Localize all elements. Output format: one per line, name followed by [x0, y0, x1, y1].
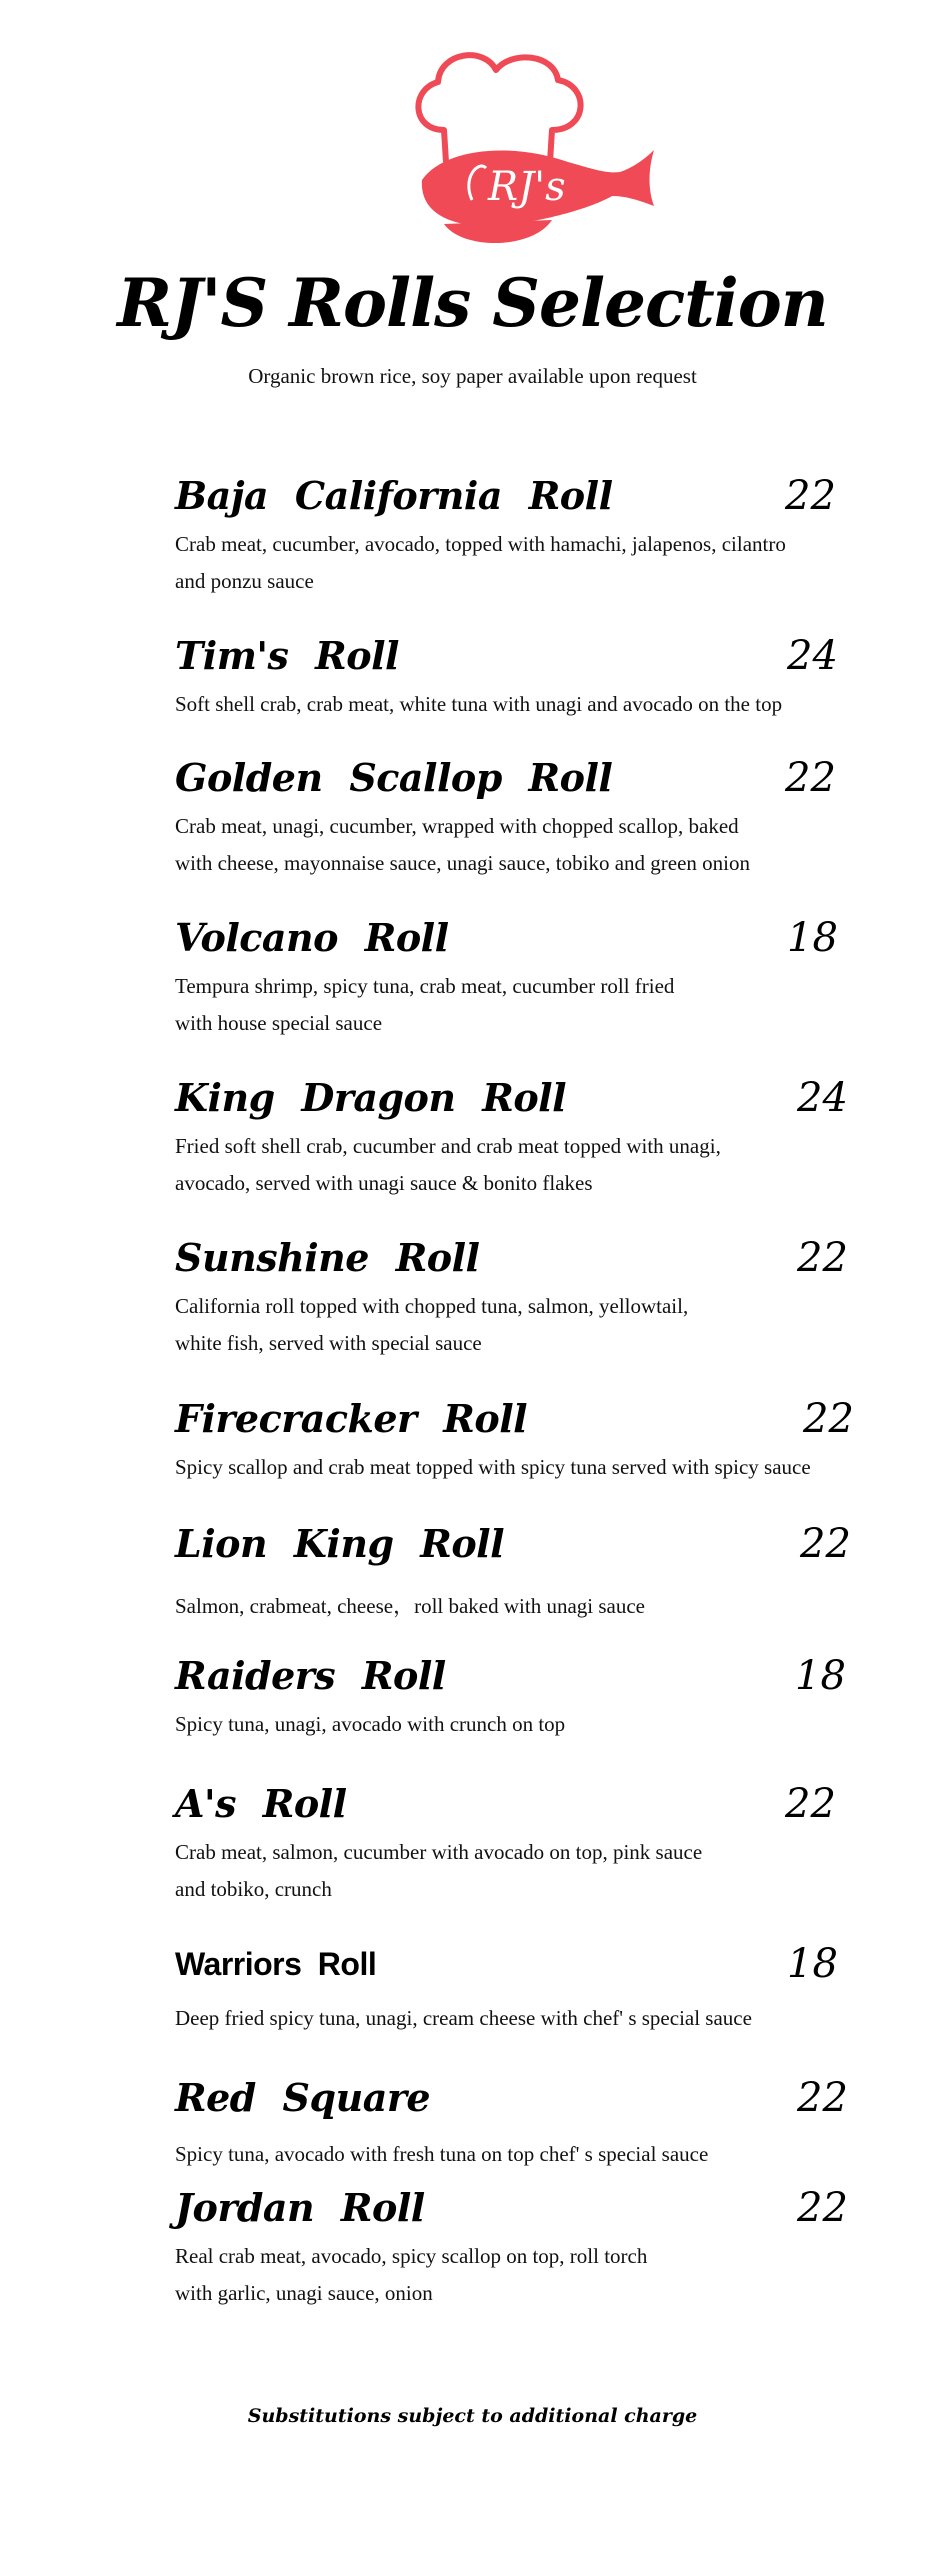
- item-name: Baja California Roll: [175, 473, 613, 518]
- item-price: 18: [787, 1941, 838, 1987]
- item-name: A's Roll: [175, 1781, 347, 1826]
- item-description-line: white fish, served with special sauce: [175, 1331, 482, 1355]
- item-name: Warriors Roll: [175, 1946, 377, 1982]
- item-description-line: Crab meat, salmon, cucumber with avocado on top, pink sauce: [175, 1840, 703, 1864]
- item-description-line: Spicy tuna, avocado with fresh tuna on top chef' s special sauce: [175, 2142, 709, 2166]
- item-description-line: Salmon, crabmeat, cheese，roll baked with unagi sauce: [175, 1594, 645, 1618]
- item-name: Tim's Roll: [175, 633, 399, 678]
- item-price: 22: [797, 2185, 848, 2231]
- substitutions-note: Substitutions subject to additional charge: [247, 2405, 698, 2427]
- item-price: 18: [787, 915, 838, 961]
- item-name: Red Square: [175, 2075, 431, 2120]
- chef-fish-logo-graphic: [392, 50, 668, 250]
- item-description-line: Spicy tuna, unagi, avocado with crunch on top: [175, 1712, 566, 1736]
- menu-subtitle: Organic brown rice, soy paper available upon request: [248, 364, 697, 388]
- item-description-line: and tobiko, crunch: [175, 1877, 332, 1901]
- item-price: 22: [797, 2075, 848, 2121]
- item-price: 22: [785, 1781, 836, 1827]
- rjs-logo: [392, 50, 668, 250]
- item-description-line: Real crab meat, avocado, spicy scallop on top, roll torch: [175, 2244, 648, 2268]
- item-description-line: Spicy scallop and crab meat topped with spicy tuna served with spicy sauce: [175, 1455, 811, 1479]
- item-price: 24: [797, 1075, 848, 1121]
- item-name: Jordan Roll: [175, 2185, 425, 2230]
- logo-text: RJ's: [488, 164, 566, 210]
- item-description-line: Crab meat, cucumber, avocado, topped with hamachi, jalapenos, cilantro: [175, 532, 786, 556]
- item-price: 22: [785, 755, 836, 801]
- item-description-line: avocado, served with unagi sauce & bonito flakes: [175, 1171, 593, 1195]
- item-description-line: and ponzu sauce: [175, 569, 314, 593]
- item-name: Lion King Roll: [175, 1521, 505, 1566]
- item-price: 22: [785, 473, 836, 519]
- item-description-line: Fried soft shell crab, cucumber and crab meat topped with unagi,: [175, 1134, 721, 1158]
- item-price: 24: [787, 633, 838, 679]
- item-description-line: with garlic, unagi sauce, onion: [175, 2281, 433, 2305]
- item-name: Sunshine Roll: [175, 1235, 480, 1280]
- item-description-line: Soft shell crab, crab meat, white tuna with unagi and avocado on the top: [175, 692, 783, 716]
- item-name: Volcano Roll: [175, 915, 449, 960]
- item-description-line: with cheese, mayonnaise sauce, unagi sauce, tobiko and green onion: [175, 851, 750, 875]
- item-price: 22: [800, 1521, 851, 1567]
- item-description-line: California roll topped with chopped tuna, salmon, yellowtail,: [175, 1294, 689, 1318]
- menu-title: RJ'S Rolls Selection: [117, 264, 828, 342]
- item-name: Firecracker Roll: [175, 1396, 528, 1441]
- item-name: Golden Scallop Roll: [175, 755, 613, 800]
- item-name: Raiders Roll: [175, 1653, 446, 1698]
- item-price: 18: [795, 1653, 846, 1699]
- item-description-line: Deep fried spicy tuna, unagi, cream cheese with chef' s special sauce: [175, 2006, 752, 2030]
- item-name: King Dragon Roll: [175, 1075, 567, 1120]
- item-price: 22: [797, 1235, 848, 1281]
- item-description-line: with house special sauce: [175, 1011, 383, 1035]
- item-description-line: Crab meat, unagi, cucumber, wrapped with chopped scallop, baked: [175, 814, 739, 838]
- item-price: 22: [803, 1396, 854, 1442]
- item-description-line: Tempura shrimp, spicy tuna, crab meat, cucumber roll fried: [175, 974, 675, 998]
